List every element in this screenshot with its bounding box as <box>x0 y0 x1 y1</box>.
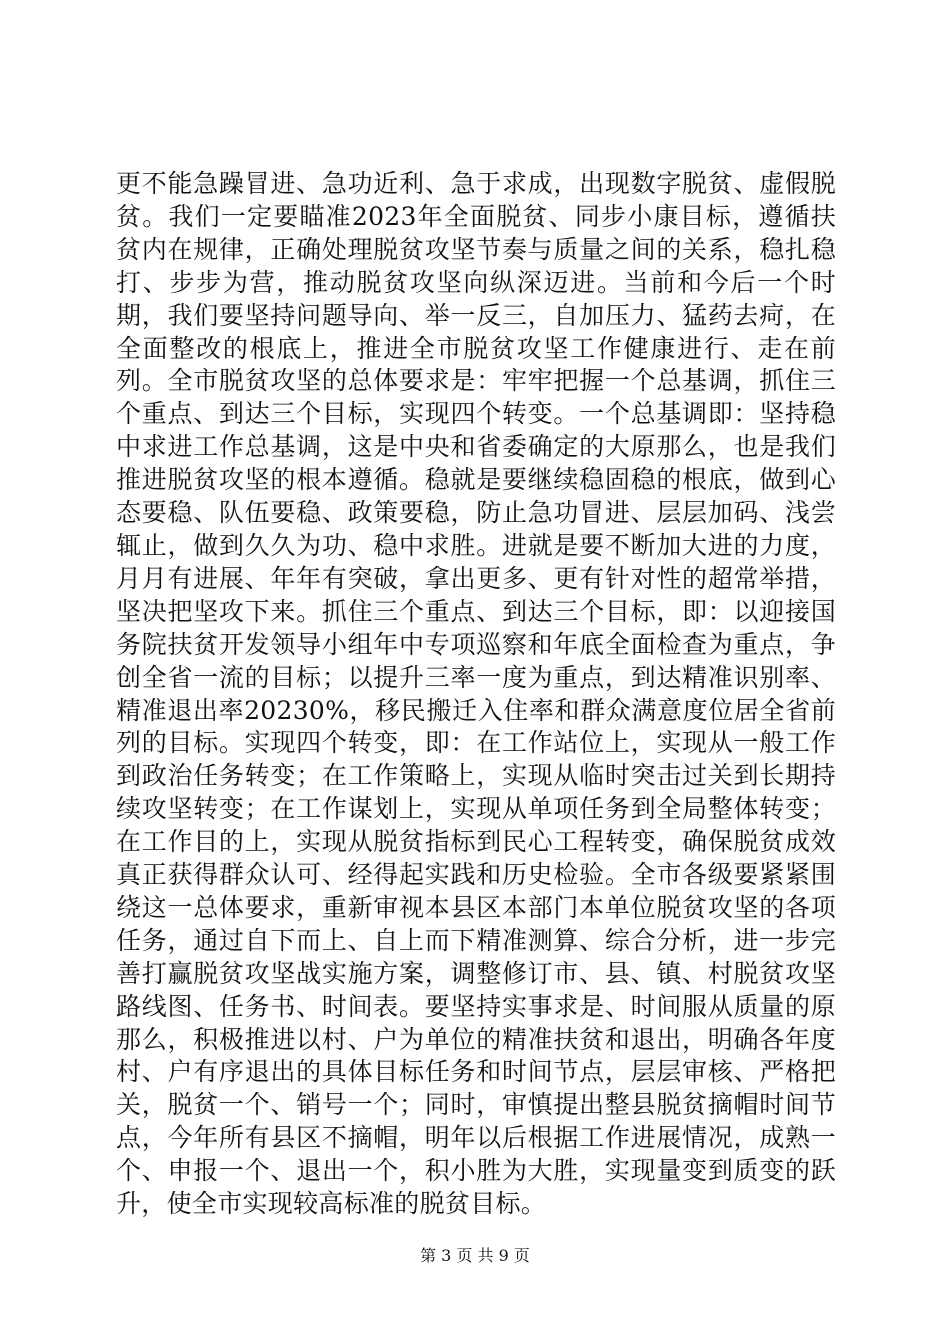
page-number-footer: 第 3 页 共 9 页 <box>420 1246 530 1265</box>
body-paragraph: 更不能急躁冒进、急功近利、急于求成，出现数字脱贫、虚假脱贫。我们一定要瞄准2023年全面脱贫、同步小康目标，遵循扶贫内在规律，正确处理脱贫攻坚节奏与质量之间的关系，稳扎稳打、步步为营，推动脱贫攻坚向纵深迈进。当前和今后一个时期，我们要坚持问题导向、举一反三，自加压力、猛药去疴，在全面整改的根底上，推进全市脱贫攻坚工作健康进行、走在前列。全市脱贫攻坚的总体要求是：牢牢把握一个总基调，抓住三个重点、到达三个目标，实现四个转变。一个总基调即：坚持稳中求进工作总基调，这是中央和省委确定的大原那么，也是我们推进脱贫攻坚的根本遵循。稳就是要继续稳固稳的根底，做到心态要稳、队伍要稳、政策要稳，防止急功冒进、层层加码、浅尝辄止，做到久久为功、稳中求胜。进就是要不断加大进的力度，月月有进展、年年有突破，拿出更多、更有针对性的超常举措，坚决把坚攻下来。抓住三个重点、到达三个目标，即：以迎接国务院扶贫开发领导小组年中专项巡察和年底全面检查为重点，争创全省一流的目标；以提升三率一度为重点，到达精准识别率、精准退出率20230%，移民搬迁入住率和群众满意度位居全省前列的目标。实现四个转变，即：在工作站位上，实现从一般工作到政治任务转变；在工作策略上，实现从临时突击过关到长期持续攻坚转变；在工作谋划上，实现从单项任务到全局整体转变；在工作目的上，实现从脱贫指标到民心工程转变，确保脱贫成效真正获得群众认可、经得起实践和历史检验。全市各级要紧紧围绕这一总体要求，重新审视本县区本部门本单位脱贫攻坚的各项任务，通过自下而上、自上而下精准测算、综合分析，进一步完善打赢脱贫攻坚战实施方案，调整修订市、县、镇、村脱贫攻坚路线图、任务书、时间表。要坚持实事求是、时间服从质量的原那么，积极推进以村、户为单位的精准扶贫和退出，明确各年度村、户有序退出的具体目标任务和时间节点，层层审核、严格把关，脱贫一个、销号一个；同时，审慎提出整县脱贫摘帽时间节点，今年所有县区不摘帽，明年以后根据工作进展情况，成熟一个、申报一个、退出一个，积小胜为大胜，实现量变到质变的跃升，使全市实现较高标准的脱贫目标。 <box>116 169 836 1219</box>
